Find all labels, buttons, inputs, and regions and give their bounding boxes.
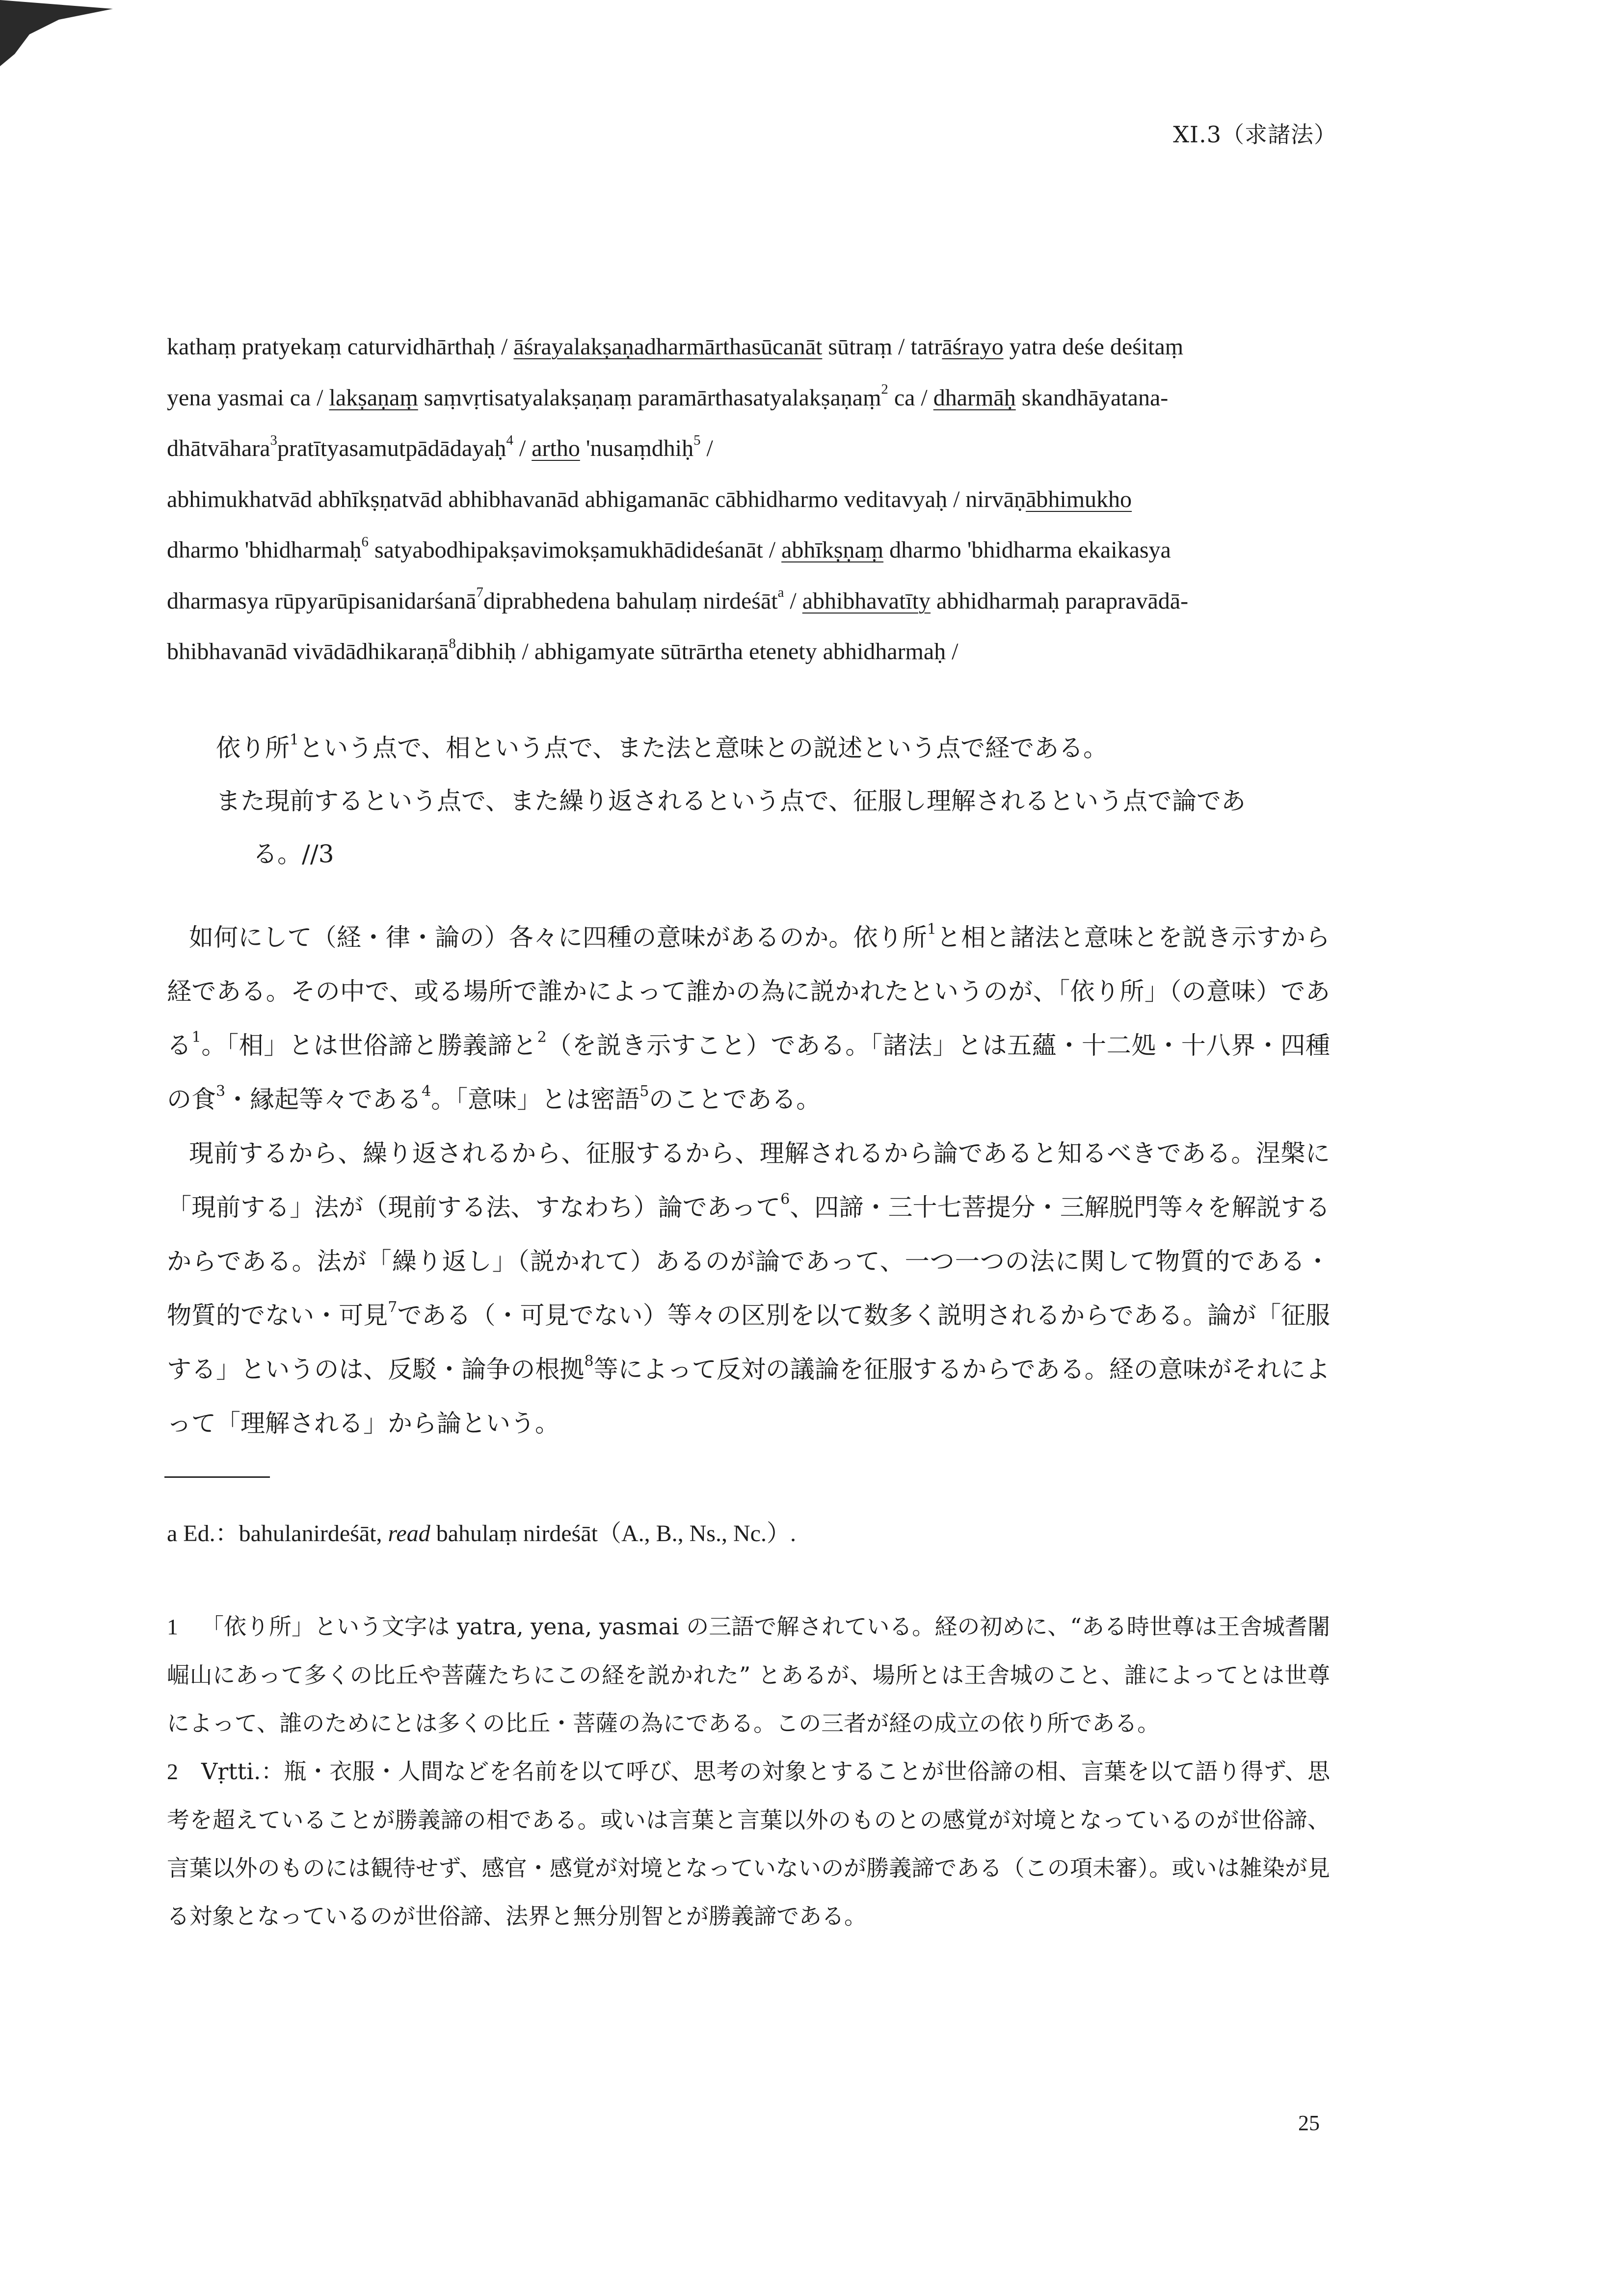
verse-line: また現前するという点で、また繰り返されるという点で、征服し理解されるという点で論であ [216, 787, 1246, 815]
sanskrit-line: dharmo 'bhidharmaḥ$^6$ satyabodhipakṣavimokṣamukhādideśanāt / abhīkṣṇaṃ dharmo 'bhidharma ekaikasya [167, 534, 1171, 563]
sanskrit-line: abhimukhatvād abhīkṣṇatvād abhibhavanād abhigamanāc cābhidharmo veditavyaḥ / nirvāṇābhimukho [167, 486, 1132, 512]
footnote [167, 1747, 1330, 1940]
footnote-number: 1 [167, 1614, 178, 1639]
verse-line: 依り所$^1$という点で、相という点で、また法と意味との説述という点で経である。 [216, 731, 1108, 762]
scan-corner-mark [0, 0, 113, 69]
sanskrit-line: dhātvāhara$^3$pratītyasamutpādādayaḥ$^4$ / artho 'nusaṃdhiḥ$^5$ / [167, 432, 713, 461]
page-number: 25 [1298, 2111, 1320, 2135]
footnote-text: Vṛtti.：瓶・衣服・人間などを名前を以て呼び、思考の対象とすることが世俗諦の相、言葉を以て語り得ず、思考を超えていることが勝義諦の相である。或いは言葉と言葉以外のものとの感覚が対境となっているのが世俗諦、言葉以外のものには観待せず、感官・感覚が対境となっていないのが勝義諦である（この項未審）。或いは雑染が見る対象となっているのが世俗諦、法界と無分別智とが勝義諦である。 [167, 1758, 1330, 1929]
footnote [167, 1602, 1330, 1747]
textual-note-a: a Ed.：bahulanirdeśāt, read bahulaṃ nirdeśāt（A., B., Ns., Nc.）. [167, 1521, 796, 1547]
commentary-paragraph: 現前するから、繰り返されるから、征服するから、理解されるから論であると知るべきである。涅槃に「現前する」法が（現前する法、すなわち）論であって$^6$、四諦・三十七菩提分・三解脱門等々を解説するからである。法が「繰り返し」（説かれて）あるのが論であって、一つ一つの法に関して物質的である・物質的でない・可見$^7$である（・可見でない）等々の区別を以て数多く説明されるからである。論が「征服する」というのは、反駁・論争の根拠$^8$等によって反対の議論を征服するからである。経の意味がそれによって「理解される」から論という。 [167, 1139, 1331, 1438]
sanskrit-line: yena yasmai ca / lakṣaṇaṃ saṃvṛtisatyalakṣaṇaṃ paramārthasatyalakṣaṇaṃ$^2$ ca / dharmāḥ skandhāyatana- [167, 381, 1169, 411]
footnote-text: 「依り所」という文字は yatra, yena, yasmai の三語で解されている。経の初めに、“ある時世尊は王舎城耆闍崛山にあって多くの比丘や菩薩たちにこの経を説かれた” とあるが、場所とは王舎城のこと、誰によってとは世尊によって、誰のためにとは多くの比丘・菩薩の為にである。この三者が経の成立の依り所である。 [167, 1613, 1330, 1736]
commentary-paragraph: 如何にして（経・律・論の）各々に四種の意味があるのか。依り所$^1$と相と諸法と意味とを説き示すから経である。その中で、或る場所で誰かによって誰かの為に説かれたというのが、「依り所」（の意味）である$^1$。「相」とは世俗諦と勝義諦と$^2$（を説き示すこと）である。「諸法」とは五蘊・十二処・十八界・四種の食$^3$・縁起等々である$^4$。「意味」とは密語$^5$のことである。 [167, 921, 1331, 1114]
running-head: XI.3（求諸法） [1173, 121, 1337, 148]
commentary-translation [167, 910, 1330, 1450]
footnotes [167, 1602, 1330, 1940]
footnote-separator [164, 1476, 270, 1478]
sanskrit-line: kathaṃ pratyekaṃ caturvidhārthaḥ / āśrayalakṣaṇadharmārthasūcanāt sūtraṃ / tatrāśrayo yatra deśe deśitaṃ [167, 334, 1184, 360]
footnote-number: 2 [167, 1759, 178, 1784]
sanskrit-text [167, 321, 1330, 677]
verse-translation [216, 721, 1340, 881]
sanskrit-line: dharmasya rūpyarūpisanidarśanā$^7$diprabhedena bahulaṃ nirdeśāt$^a$ / abhibhavatīty abhidharmaḥ parapravādā- [167, 585, 1189, 614]
sanskrit-line: bhibhavanād vivādādhikaraṇā$^8$dibhiḥ / abhigamyate sūtrārtha etenety abhidharmaḥ / [167, 635, 958, 665]
verse-line: る。//3 [253, 840, 334, 868]
